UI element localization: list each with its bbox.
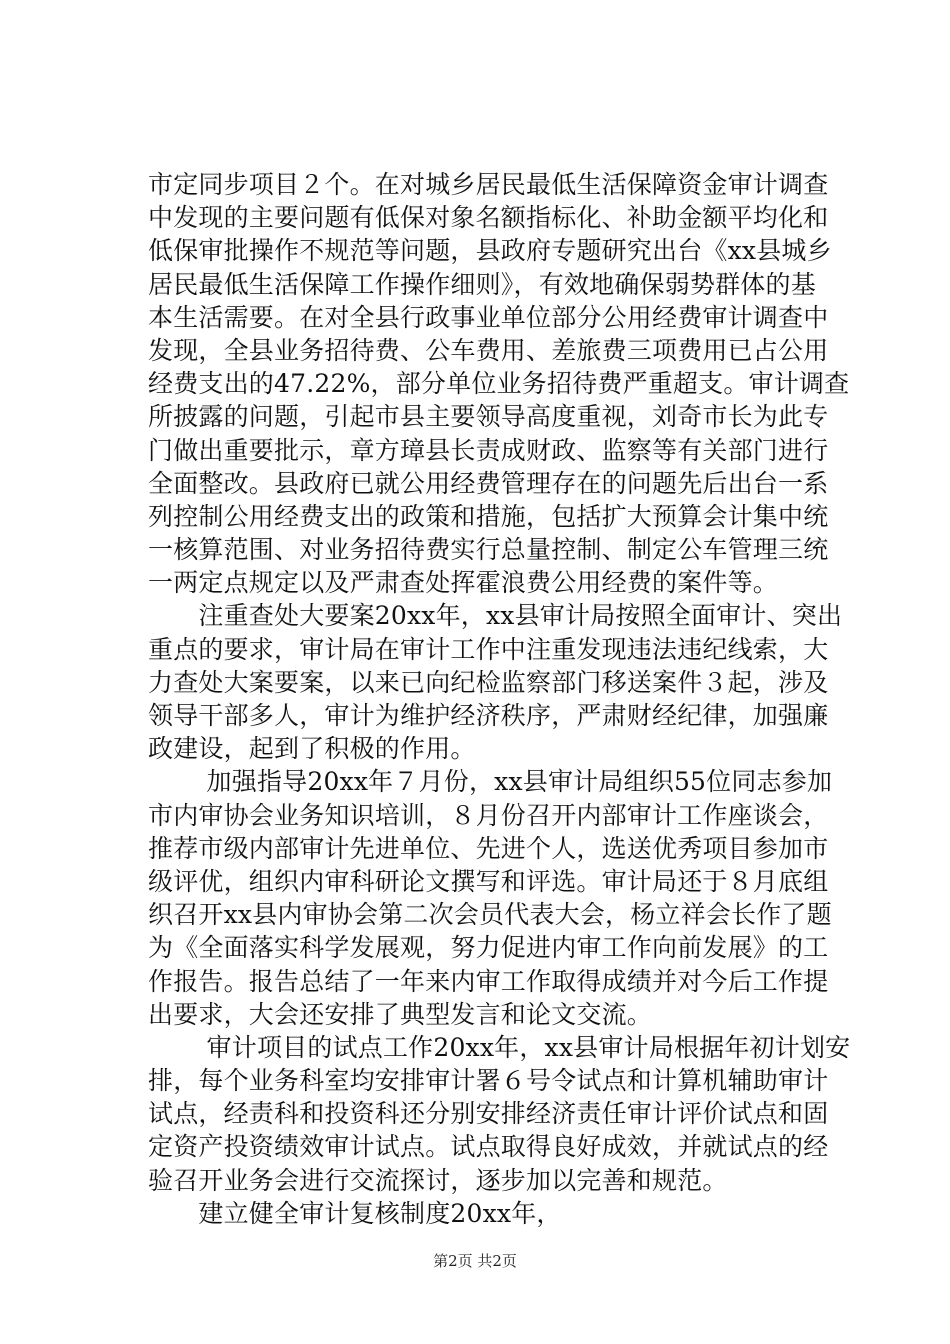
text-line: 政建设，起到了积极的作用。 <box>148 734 476 764</box>
text-line: 推荐市级内部审计先进单位、先进个人，选送优秀项目参加市 <box>148 833 829 863</box>
text-line: 市定同步项目２个。在对城乡居民最低生活保障资金审计调查 <box>148 170 829 199</box>
text-line: 经费支出的47.22%，部分单位业务招待费严重超支。审计调查 <box>148 369 850 399</box>
text-line: 一两定点规定以及严肃查处挥霍浪费公用经费的案件等。 <box>148 568 779 598</box>
text-line: 低保审批操作不规范等问题，县政府专题研究出台《xx县城乡 <box>148 236 832 266</box>
text-line: 力查处大案要案，以来已向纪检监察部门移送案件３起，涉及 <box>148 667 829 697</box>
document-body <box>148 168 851 1230</box>
text-line: 验召开业务会进行交流探讨，逐步加以完善和规范。 <box>148 1165 728 1195</box>
text-line: 建立健全审计复核制度20xx年， <box>148 1198 562 1228</box>
text-line: 中发现的主要问题有低保对象名额指标化、补助金额平均化和 <box>148 203 829 233</box>
text-line: 发现，全县业务招待费、公车费用、差旅费三项费用已占公用 <box>148 335 829 365</box>
text-line: 出要求，大会还安排了典型发言和论文交流。 <box>148 999 653 1029</box>
text-line: 本生活需要。在对全县行政事业单位部分公用经费审计调查中 <box>148 302 829 332</box>
page-footer: 第2页 共2页 <box>433 1252 517 1270</box>
text-line: 列控制公用经费支出的政策和措施，包括扩大预算会计集中统 <box>148 501 829 531</box>
text-line: 级评优，组织内审科研论文撰写和评选。审计局还于８月底组 <box>148 866 829 896</box>
text-line: 排，每个业务科室均安排审计署６号令试点和计算机辅助审计 <box>148 1066 829 1096</box>
text-line: 居民最低生活保障工作操作细则》，有效地确保弱势群体的基 <box>148 269 816 299</box>
text-line: 门做出重要批示，章方璋县长责成财政、监察等有关部门进行 <box>148 435 829 465</box>
text-line: 领导干部多人，审计为维护经济秩序，严肃财经纪律，加强廉 <box>148 701 829 730</box>
text-line: 一核算范围、对业务招待费实行总量控制、制定公车管理三统 <box>148 535 829 565</box>
text-line: 审计项目的试点工作20xx年，xx县审计局根据年初计划安 <box>148 1032 851 1062</box>
text-line: 加强指导20xx年７月份，xx县审计局组织55位同志参加 <box>148 767 833 797</box>
text-line: 全面整改。县政府已就公用经费管理存在的问题先后出台一系 <box>148 468 829 498</box>
text-line: 重点的要求，审计局在审计工作中注重发现违法违纪线索，大 <box>148 634 829 664</box>
text-line: 所披露的问题，引起市县主要领导高度重视，刘奇市长为此专 <box>148 402 829 432</box>
text-line: 试点，经责科和投资科还分别安排经济责任审计评价试点和固 <box>148 1099 829 1129</box>
text-line: 作报告。报告总结了一年来内审工作取得成绩并对今后工作提 <box>148 966 829 996</box>
text-line: 为《全面落实科学发展观，努力促进内审工作向前发展》的工 <box>148 933 829 963</box>
text-line: 市内审协会业务知识培训，８月份召开内部审计工作座谈会， <box>148 800 829 830</box>
text-line: 定资产投资绩效审计试点。试点取得良好成效，并就试点的经 <box>148 1132 829 1162</box>
text-line: 注重查处大要案20xx年，xx县审计局按照全面审计、突出 <box>148 601 843 631</box>
text-line: 织召开xx县内审协会第二次会员代表大会，杨立祥会长作了题 <box>148 900 832 930</box>
